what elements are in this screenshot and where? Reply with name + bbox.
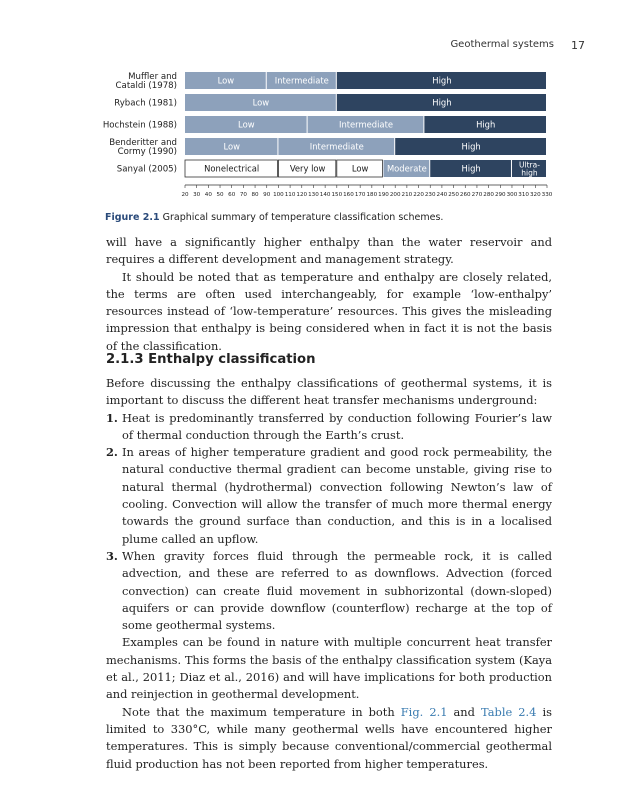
x-tick-label: 140 <box>319 192 331 198</box>
segment-label: Low <box>223 141 240 152</box>
segment-label: high <box>521 168 538 178</box>
x-tick-label: 270 <box>471 192 483 198</box>
x-tick-label: 320 <box>529 192 541 198</box>
row-label: Cormy (1990) <box>117 147 177 157</box>
segment-label: Low <box>252 97 270 108</box>
segment-label: Moderate <box>386 163 427 174</box>
figure-caption <box>105 212 565 223</box>
table-link[interactable]: Table 2.4 <box>481 704 537 719</box>
x-tick-label: 120 <box>296 192 308 198</box>
list-text: In areas of higher temperature gradient and good rock permeability, the natural conductive thermal gradient can become unstable, giving rise to natural thermal (hydrothermal) convection following Newton’s law of cooling. Convection will allow the transfer of much more thermal energy towards the ground surface than conduction, and this is in a localised plume called an upflow. <box>122 445 552 546</box>
list-item <box>106 410 552 445</box>
figure-caption-text: Graphical summary of temperature classification schemes. <box>162 212 444 223</box>
segment-label: Ultra- <box>519 160 540 170</box>
x-tick-label: 210 <box>401 192 413 198</box>
section-heading: 2.1.3 Enthalpy classification <box>106 352 316 367</box>
p4-text-c: is limited to 330°C, while many geothermal wells have encountered higher temperatures. This is simply because conventional/commercial geothermal fluid production has not been reported from higher temperatures. <box>106 704 552 771</box>
x-tick-label: 290 <box>494 192 506 198</box>
segment-label: High <box>476 119 496 130</box>
row-label: Hochstein (1988) <box>102 120 177 131</box>
segment-label: Low <box>217 75 235 86</box>
list-text: Heat is predominantly transferred by conduction following Fourier’s law of thermal conduction through the Earth’s crust. <box>122 410 552 442</box>
row-label: Rybach (1981) <box>114 98 177 109</box>
segment-label: High <box>461 163 481 174</box>
x-tick-label: 40 <box>204 192 212 198</box>
temperature-classification-chart <box>95 68 555 208</box>
x-tick-label: 190 <box>378 192 389 198</box>
segment-label: Nonelectrical <box>204 163 260 174</box>
list-number: 2. <box>106 445 118 460</box>
segment-label: High <box>461 141 481 152</box>
x-tick-label: 150 <box>331 192 343 198</box>
paragraph-4 <box>106 704 552 773</box>
list-number: 3. <box>106 548 118 563</box>
x-tick-label: 50 <box>216 192 224 198</box>
row-label: Benderitter and <box>109 138 177 148</box>
row-label: Sanyal (2005) <box>116 164 177 175</box>
p4-text-a: Note that the maximum temperature in both <box>122 704 401 719</box>
segment-label: Low <box>351 163 369 174</box>
paragraph-3: Examples can be found in nature with multiple concurrent heat transfer mechanisms. This forms the basis of the enthalpy classification system (Kaya et al., 2011; Diaz et al., 2016) and will have implications for both production and reinjection in geothermal development. <box>106 635 552 702</box>
segment-label: High <box>432 75 452 86</box>
segment-label: High <box>432 97 452 108</box>
x-tick-label: 260 <box>459 192 471 198</box>
running-title: Geothermal systems <box>450 39 554 50</box>
body-text-top <box>106 234 552 355</box>
x-tick-label: 70 <box>239 192 247 198</box>
enthalpy-section-body <box>106 375 552 773</box>
list-item <box>106 548 552 634</box>
segment-label: Intermediate <box>338 119 394 130</box>
paragraph-1: will have a significantly higher enthalpy than the water reservoir and requires a different development and management strategy. <box>106 235 552 267</box>
list-text: When gravity forces fluid through the permeable rock, it is called advection, and these are referred to as downflows. Advection (forced convection) can create fluid movement in subhorizontal (down-sloped) aquifers or can provide downflow (counterflow) recharge at the top of some geothermal systems. <box>122 548 552 633</box>
x-tick-label: 170 <box>354 192 366 198</box>
x-tick-label: 100 <box>273 192 284 198</box>
x-tick-label: 230 <box>424 192 436 198</box>
x-tick-label: 200 <box>389 192 401 198</box>
x-tick-label: 80 <box>251 192 259 198</box>
segment-label: Intermediate <box>309 141 364 152</box>
x-tick-label: 310 <box>518 192 529 198</box>
segment-label: Low <box>238 119 255 130</box>
list-item <box>106 444 552 548</box>
x-tick-label: 60 <box>228 192 236 198</box>
figure-label: Figure 2.1 <box>105 212 160 223</box>
x-tick-label: 160 <box>343 192 354 198</box>
figure-link[interactable]: Fig. 2.1 <box>400 704 448 719</box>
x-tick-label: 330 <box>541 192 553 198</box>
x-tick-label: 130 <box>308 192 319 198</box>
page-number: 17 <box>571 39 585 52</box>
intro-paragraph: Before discussing the enthalpy classifications of geothermal systems, it is important to discuss the different heat transfer mechanisms underground: <box>106 376 552 408</box>
x-tick-label: 250 <box>448 192 459 198</box>
x-tick-label: 90 <box>263 192 271 198</box>
p4-text-b: and <box>447 704 482 719</box>
x-tick-label: 220 <box>413 192 424 198</box>
paragraph-2: It should be noted that as temperature and enthalpy are closely related, the terms are often used interchangeably, for example ‘low-enthalpy’ resources instead of ‘low-temperature’ resources. This gives the misleading impression that enthalpy is being considered when in fact it is not the basis of the classification. <box>106 269 552 353</box>
x-tick-label: 20 <box>181 192 189 198</box>
x-tick-label: 110 <box>284 192 296 198</box>
x-tick-label: 240 <box>436 192 448 198</box>
x-tick-label: 180 <box>366 192 378 198</box>
x-tick-label: 30 <box>193 192 201 198</box>
list-number: 1. <box>106 410 118 425</box>
row-label: Cataldi (1978) <box>115 81 177 91</box>
x-tick-label: 280 <box>483 192 494 198</box>
segment-label: Intermediate <box>274 75 329 86</box>
segment-label: Very low <box>289 163 326 174</box>
row-label: Muffler and <box>128 72 177 82</box>
x-tick-label: 300 <box>506 192 518 198</box>
